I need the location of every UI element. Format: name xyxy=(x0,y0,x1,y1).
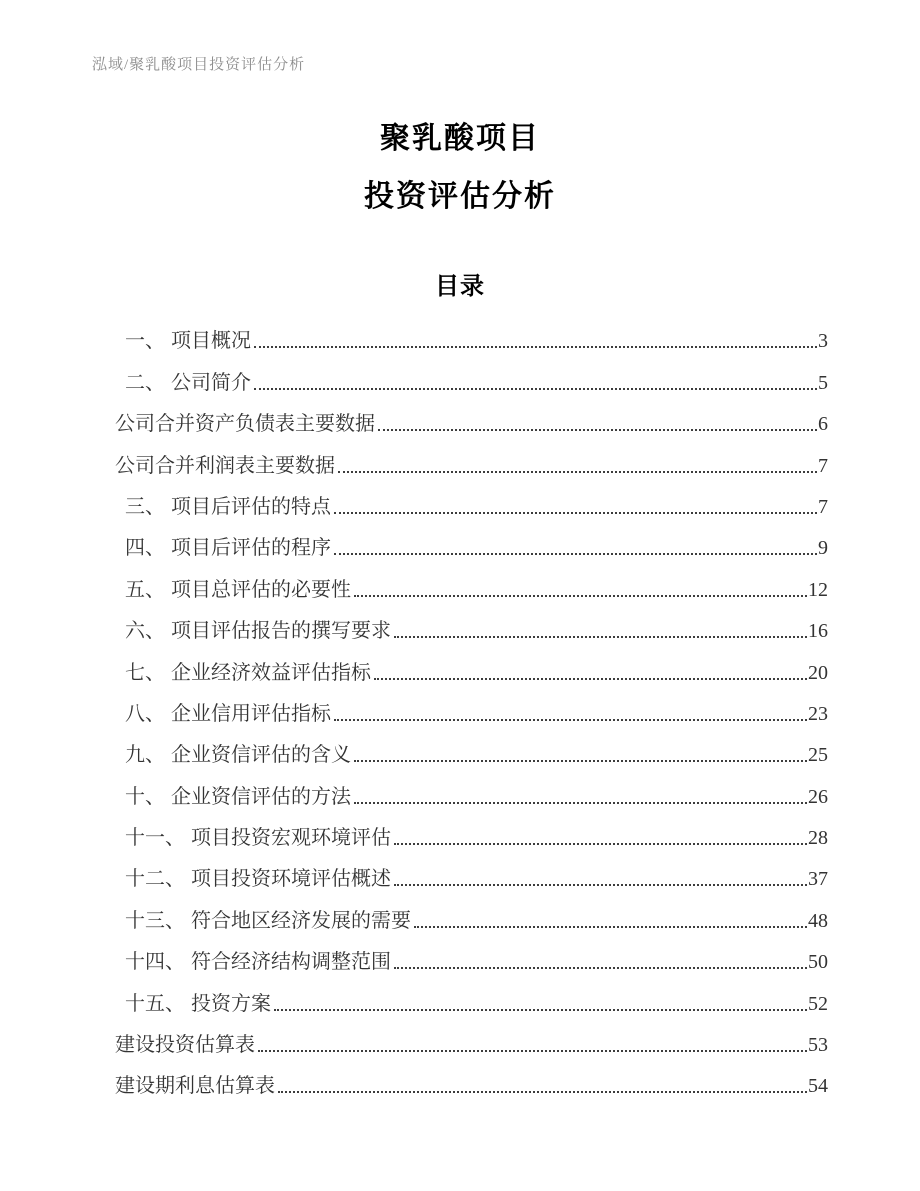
toc-entry-label: 公司简介 xyxy=(171,371,251,394)
toc-entry[interactable] xyxy=(107,319,828,360)
toc-page-number: 5 xyxy=(818,371,828,394)
toc-entry-number: 八、 xyxy=(125,702,165,725)
toc-page-number: 3 xyxy=(818,330,828,353)
toc-page-number: 20 xyxy=(808,661,828,684)
toc-entry-label: 项目后评估的程序 xyxy=(171,537,331,560)
toc-entry[interactable] xyxy=(107,526,828,567)
toc-leader-dots xyxy=(254,388,817,390)
toc-entry-label: 项目评估报告的撰写要求 xyxy=(171,620,391,643)
toc-entry[interactable] xyxy=(107,360,828,401)
toc-leader-dots xyxy=(354,802,807,804)
toc-entry[interactable] xyxy=(107,609,828,650)
toc-leader-dots xyxy=(394,843,807,845)
toc-leader-dots xyxy=(274,1009,807,1011)
toc-page-number: 54 xyxy=(808,1075,828,1098)
toc-entry[interactable] xyxy=(107,1064,828,1105)
toc-page-number: 48 xyxy=(808,909,828,932)
toc-entry-number: 三、 xyxy=(125,495,165,518)
toc-page-number: 25 xyxy=(808,744,828,767)
toc-leader-dots xyxy=(354,760,807,762)
toc-entry-label: 符合地区经济发展的需要 xyxy=(191,909,411,932)
toc-page-number: 7 xyxy=(818,495,828,518)
toc-entry[interactable] xyxy=(107,402,828,443)
toc-page-number: 37 xyxy=(808,868,828,891)
toc-entry[interactable] xyxy=(107,857,828,898)
toc-entry-number: 十五、 xyxy=(125,992,185,1015)
toc-entry-label: 项目投资环境评估概述 xyxy=(191,868,391,891)
toc-leader-dots xyxy=(414,926,807,928)
toc-page-number: 50 xyxy=(808,951,828,974)
toc-entry-number: 四、 xyxy=(125,537,165,560)
toc-entry[interactable] xyxy=(107,692,828,733)
toc-entry[interactable] xyxy=(107,733,828,774)
toc-leader-dots xyxy=(374,678,807,680)
toc-entry-number: 二、 xyxy=(125,371,165,394)
toc-entry-number: 九、 xyxy=(125,744,165,767)
toc-entry-label: 企业资信评估的方法 xyxy=(171,785,351,808)
toc-list xyxy=(107,319,828,1105)
toc-entry-number: 十三、 xyxy=(125,909,185,932)
toc-leader-dots xyxy=(254,346,817,348)
toc-leader-dots xyxy=(354,595,807,597)
toc-page-number: 7 xyxy=(818,454,828,477)
toc-page-number: 53 xyxy=(808,1034,828,1057)
toc-entry[interactable] xyxy=(107,774,828,815)
toc-leader-dots xyxy=(394,967,807,969)
toc-entry-label: 企业信用评估指标 xyxy=(171,702,331,725)
toc-entry[interactable] xyxy=(107,1023,828,1064)
toc-entry-number: 十二、 xyxy=(125,868,185,891)
toc-entry-label: 项目投资宏观环境评估 xyxy=(191,827,391,850)
toc-entry-number: 五、 xyxy=(125,578,165,601)
toc-leader-dots xyxy=(258,1050,807,1052)
toc-leader-dots xyxy=(394,636,807,638)
toc-entry[interactable] xyxy=(107,940,828,981)
toc-entry-label: 公司合并资产负债表主要数据 xyxy=(115,413,375,436)
toc-entry-number: 七、 xyxy=(125,661,165,684)
toc-page-number: 6 xyxy=(818,413,828,436)
toc-entry[interactable] xyxy=(107,485,828,526)
toc-entry-label: 建设投资估算表 xyxy=(115,1034,255,1057)
toc-leader-dots xyxy=(334,553,817,555)
document-title-line1: 聚乳酸项目 xyxy=(380,122,540,155)
document-title-line2: 投资评估分析 xyxy=(364,180,556,213)
toc-entry-label: 企业经济效益评估指标 xyxy=(171,661,371,684)
toc-entry-label: 企业资信评估的含义 xyxy=(171,744,351,767)
toc-entry-number: 十、 xyxy=(125,785,165,808)
toc-leader-dots xyxy=(278,1091,807,1093)
toc-entry-label: 项目概况 xyxy=(171,330,251,353)
toc-heading: 目录 xyxy=(435,273,485,300)
toc-entry[interactable] xyxy=(107,898,828,939)
toc-entry-label: 公司合并利润表主要数据 xyxy=(115,454,335,477)
toc-page-number: 12 xyxy=(808,578,828,601)
toc-leader-dots xyxy=(394,884,807,886)
toc-entry-number: 十一、 xyxy=(125,827,185,850)
toc-leader-dots xyxy=(378,429,817,431)
document-header: 泓域/聚乳酸项目投资评估分析 xyxy=(92,57,306,73)
toc-leader-dots xyxy=(334,512,817,514)
toc-entry-number: 一、 xyxy=(125,330,165,353)
toc-page-number: 28 xyxy=(808,827,828,850)
toc-entry[interactable] xyxy=(107,650,828,691)
toc-entry[interactable] xyxy=(107,443,828,484)
toc-page-number: 16 xyxy=(808,620,828,643)
toc-entry-label: 投资方案 xyxy=(191,992,271,1015)
toc-leader-dots xyxy=(334,719,807,721)
toc-page-number: 26 xyxy=(808,785,828,808)
toc-page-number: 23 xyxy=(808,702,828,725)
toc-entry-label: 项目后评估的特点 xyxy=(171,495,331,518)
toc-entry[interactable] xyxy=(107,567,828,608)
toc-entry[interactable] xyxy=(107,981,828,1022)
toc-entry-label: 建设期利息估算表 xyxy=(115,1075,275,1098)
toc-entry-number: 十四、 xyxy=(125,951,185,974)
toc-entry[interactable] xyxy=(107,816,828,857)
toc-entry-label: 符合经济结构调整范围 xyxy=(191,951,391,974)
toc-page-number: 52 xyxy=(808,992,828,1015)
toc-page-number: 9 xyxy=(818,537,828,560)
toc-entry-number: 六、 xyxy=(125,620,165,643)
toc-entry-label: 项目总评估的必要性 xyxy=(171,578,351,601)
toc-leader-dots xyxy=(338,471,817,473)
